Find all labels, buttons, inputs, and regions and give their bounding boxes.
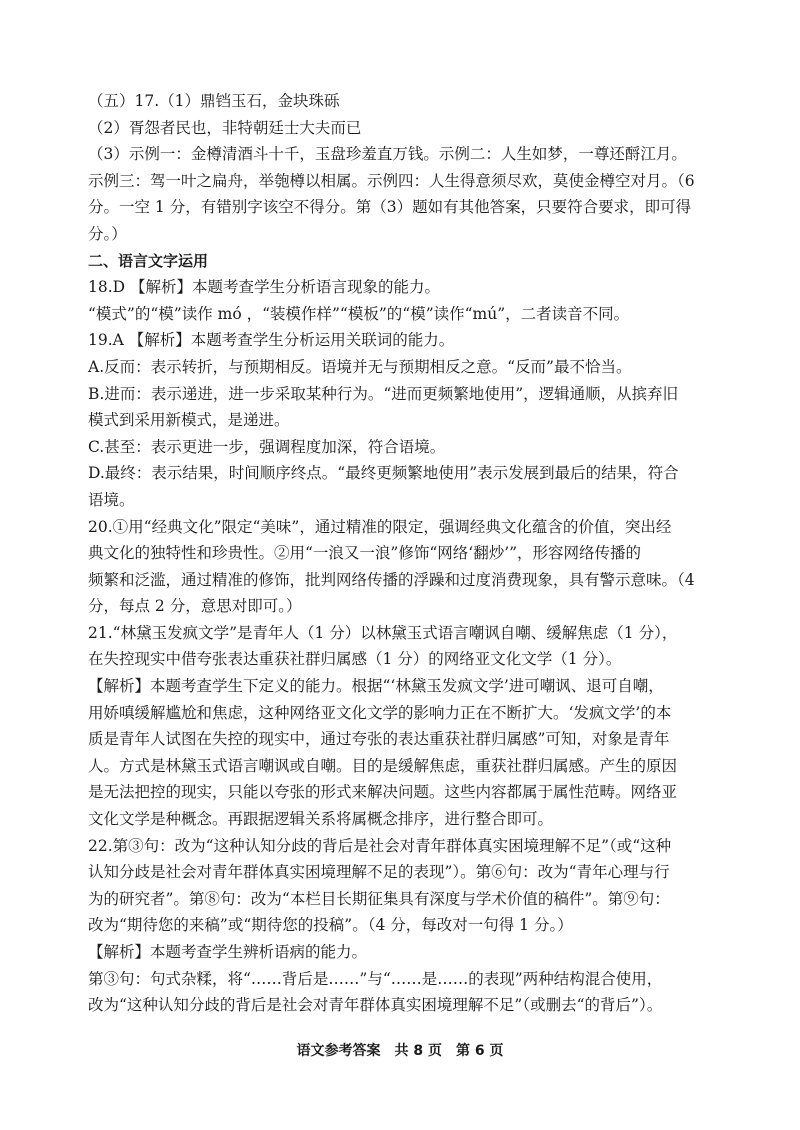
answer-line: 第③句：句式杂糅，将“……背后是……”与“……是……的表现”两种结构混合使用， xyxy=(88,969,663,988)
answer-line: 语境。 xyxy=(88,490,135,509)
answer-line: “模式”的“模”读作 mó ，“装模作样”“模板”的“模”读作“mú”，二者读音不同。 xyxy=(88,304,630,323)
answer-line: D.最终：表示结果，时间顺序终点。“最终更频繁地使用”表示发展到最后的结果，符合 xyxy=(88,464,679,483)
answer-line: 分，每点 2 分，意思对即可。） xyxy=(88,597,302,616)
answer-line: 频繁和泛滥，通过精准的修饰，批判网络传播的浮躁和过度消费现象，具有警示意味。（4 xyxy=(88,570,695,589)
answer-line: 典文化的独特性和珍贵性。②用“一浪又一浪”修饰“网络‘翻炒’”，形容网络传播的 xyxy=(88,544,642,563)
answer-line: 示例三：驾一叶之扁舟，举匏樽以相属。示例四：人生得意须尽欢，莫使金樽空对月。（6 xyxy=(88,171,695,190)
answer-line: （3）示例一：金樽清酒斗十千，玉盘珍羞直万钱。示例二：人生如梦，一尊还酹江月。 xyxy=(88,145,687,164)
answer-line: 文化文学是种概念。再跟据逻辑关系将属概念排序，进行整合即可。 xyxy=(88,810,554,829)
answer-line: 21.“林黛玉发疯文学”是青年人（1 分）以林黛玉式语言嘲讽自嘲、缓解焦虑（1 分）， xyxy=(88,623,678,642)
answer-line: 18.D 【解析】本题考查学生分析语言现象的能力。 xyxy=(88,278,441,297)
answer-line: （五）17.（1）鼎铛玉石，金块珠砾 xyxy=(88,92,340,110)
answer-line: C.甚至：表示更进一步，强调程度加深，符合语境。 xyxy=(88,437,446,456)
answer-line: 【解析】本题考查学生辨析语病的能力。 xyxy=(88,943,368,961)
answer-line: 20.①用“经典文化”限定“美味”，通过精准的限定，强调经典文化蕴含的价值，突出经 xyxy=(88,517,672,536)
answer-line: 【解析】本题考查学生下定义的能力。根据“‘林黛玉发疯文学’进可嘲讽、退可自嘲， xyxy=(88,677,664,696)
answer-line: A.反而：表示转折，与预期相反。语境并无与预期相反之意。“反而”最不恰当。 xyxy=(88,357,632,376)
answer-line: 分。一空 1 分，有错别字该空不得分。第（3）题如有其他答案，只要符合要求，即可得 xyxy=(88,198,692,217)
answer-line: 质是青年人试图在失控的现实中，通过夸张的表达重获社群归属感”可知，对象是青年 xyxy=(88,730,670,749)
answer-line: 模式到采用新模式，是递进。 xyxy=(88,411,290,430)
answer-line: 改为“期待您的来稿”或“期待您的投稿”。（4 分，每改对一句得 1 分。） xyxy=(88,916,573,935)
answer-line: 认知分歧是社会对青年群体真实困境理解不足的表现”）。第⑥句：改为“青年心理与行 xyxy=(88,863,670,882)
section-heading: 二、语言文字运用 xyxy=(88,251,209,270)
answer-line: 人。方式是林黛玉式语言嘲讽或自嘲。目的是缓解焦虑，重获社群归属感。产生的原因 xyxy=(88,756,678,775)
answer-line: （2）胥怨者民也，非特朝廷士大夫而已 xyxy=(88,118,362,137)
answer-line: 19.A 【解析】本题考查学生分析运用关联词的能力。 xyxy=(88,331,455,350)
answer-line: 是无法把控的现实，只能以夸张的形式来解决问题。这些内容都属于属性范畴。网络亚 xyxy=(88,783,678,802)
answer-line: 在失控现实中借夸张表达重获社群归属感（1 分）的网络亚文化文学（1 分）。 xyxy=(88,650,622,669)
answer-line: 分。） xyxy=(88,224,127,243)
answer-line: 22.第③句：改为“这种认知分歧的背后是社会对青年群体真实困境理解不足”（或“这种 xyxy=(88,836,672,855)
answer-line: 用娇嗔缓解尴尬和焦虑，这种网络亚文化文学的影响力正在不断扩大。‘发疯文学’的本 xyxy=(88,703,672,722)
answer-line: 改为“这种认知分歧的背后是社会对青年群体真实困境理解不足”（或删去“的背后”）。 xyxy=(88,996,663,1015)
page-footer: 语文参考答案 共 8 页 第 6 页 xyxy=(296,1043,504,1059)
answer-line: B.进而：表示递进，进一步采取某种行为。“进而更频繁地使用”，逻辑通顺，从摈弃旧 xyxy=(88,384,679,403)
answer-line: 为的研究者”。第⑧句：改为“本栏目长期征集具有深度与学术价值的稿件”。第⑨句： xyxy=(88,889,670,908)
answer-page xyxy=(88,88,720,1019)
